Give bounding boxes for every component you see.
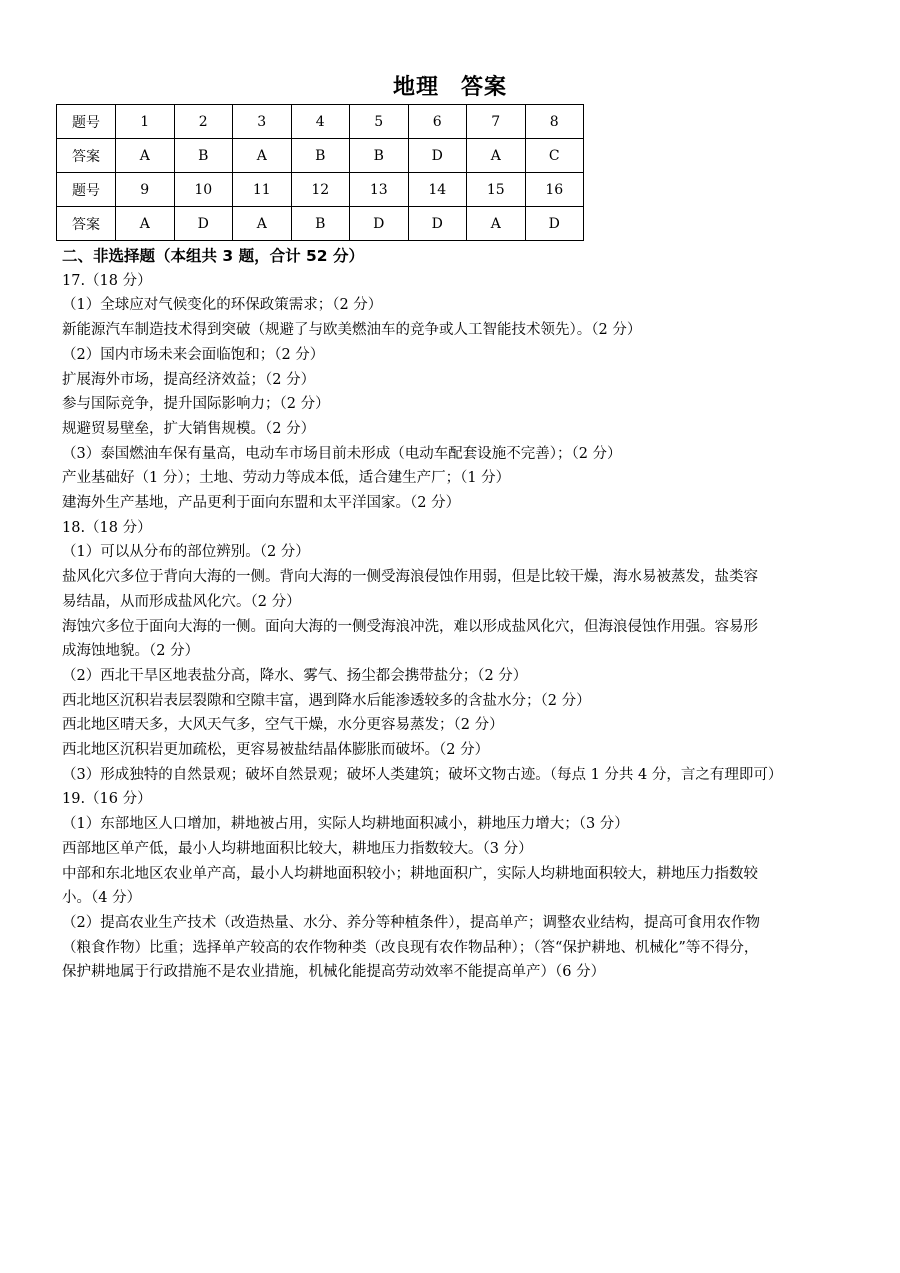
table-cell: D (350, 207, 409, 241)
table-cell: A (116, 139, 175, 173)
title-label: 答案 (461, 75, 508, 100)
table-cell: 11 (233, 173, 292, 207)
table-cell: 4 (291, 105, 350, 139)
text-line: （1）东部地区人口增加，耕地被占用，实际人均耕地面积减小，耕地压力增大；（3 分） (62, 816, 629, 833)
table-cell: A (116, 207, 175, 241)
question-18-heading: 18.（18 分） (62, 519, 152, 536)
text-line: （1）可以从分布的部位辨别。（2 分） (62, 544, 310, 561)
table-cell: D (174, 207, 233, 241)
text-line: 盐风化穴多位于背向大海的一侧。背向大海的一侧受海浪侵蚀作用弱，但是比较干燥，海水易被蒸发，盐类容 (62, 569, 758, 586)
text-line: （2）西北干旱区地表盐分高，降水、雾气、扬尘都会携带盐分；（2 分） (62, 667, 528, 684)
table-cell: A (467, 207, 526, 241)
text-line: 海蚀穴多位于面向大海的一侧。面向大海的一侧受海浪冲洗，难以形成盐风化穴，但海浪侵蚀作用强。容易形 (62, 618, 758, 635)
question-19-heading: 19.（16 分） (62, 791, 152, 808)
text-line: 西北地区晴天多，大风天气多，空气干燥，水分更容易蒸发；（2 分） (62, 717, 504, 734)
text-line: 建海外生产基地，产品更利于面向东盟和太平洋国家。（2 分） (62, 495, 461, 512)
table-cell: B (350, 139, 409, 173)
table-row (57, 105, 584, 139)
text-line: （3）泰国燃油车保有量高，电动车市场目前未形成（电动车配套设施不完善）；（2 分） (62, 445, 622, 462)
table-cell: 3 (233, 105, 292, 139)
row-header: 答案 (57, 207, 116, 241)
table-cell: 12 (291, 173, 350, 207)
text-line: 西部地区单产低，最小人均耕地面积比较大，耕地压力指数较大。（3 分） (62, 840, 533, 857)
row-header: 题号 (57, 173, 116, 207)
table-cell: 5 (350, 105, 409, 139)
text-line: （3）形成独特的自然景观；破坏自然景观；破坏人类建筑；破坏文物古迹。（每点 1 分共 4 分，言之有理即可） (62, 766, 783, 783)
text-line: （粮食作物）比重；选择单产较高的农作物种类（改良现有农作物品种）；（答“保护耕地、机械化”等不得分， (62, 939, 759, 956)
table-cell: 9 (116, 173, 175, 207)
table-cell: C (525, 139, 584, 173)
text-line: （2）提高农业生产技术（改造热量、水分、养分等种植条件），提高单产；调整农业结构，提高可食用农作物 (62, 914, 760, 931)
table-cell: 14 (408, 173, 467, 207)
table-cell: 1 (116, 105, 175, 139)
table-cell: 16 (525, 173, 584, 207)
row-header: 答案 (57, 139, 116, 173)
title-subject: 地理 (392, 75, 439, 100)
text-line: （1）全球应对气候变化的环保政策需求；（2 分） (62, 297, 383, 314)
table-cell: 13 (350, 173, 409, 207)
answer-body (62, 244, 842, 985)
table-cell: 2 (174, 105, 233, 139)
table-cell: A (467, 139, 526, 173)
text-line: 产业基础好（1 分）；土地、劳动力等成本低，适合建生产厂；（1 分） (62, 470, 511, 487)
table-cell: 10 (174, 173, 233, 207)
text-line: 参与国际竞争，提升国际影响力；（2 分） (62, 396, 330, 413)
table-cell: B (174, 139, 233, 173)
text-line: 小。（4 分） (62, 890, 142, 907)
text-line: 西北地区沉积岩更加疏松，更容易被盐结晶体膨胀而破坏。（2 分） (62, 742, 490, 759)
table-cell: 8 (525, 105, 584, 139)
text-line: 易结晶，从而形成盐风化穴。（2 分） (62, 593, 301, 610)
text-line: 保护耕地属于行政措施不是农业措施，机械化能提高劳动效率不能提高单产）（6 分） (62, 964, 606, 981)
table-cell: D (408, 207, 467, 241)
page-title (0, 70, 900, 101)
text-line: 成海蚀地貌。（2 分） (62, 643, 200, 660)
text-line: 西北地区沉积岩表层裂隙和空隙丰富，遇到降水后能渗透较多的含盐水分；（2 分） (62, 692, 591, 709)
table-cell: B (291, 139, 350, 173)
section-heading: 二、非选择题（本组共 3 题，合计 52 分） (62, 247, 364, 265)
table-row (57, 139, 584, 173)
table-cell: B (291, 207, 350, 241)
table-cell: 6 (408, 105, 467, 139)
text-line: 中部和东北地区农业单产高，最小人均耕地面积较小；耕地面积广，实际人均耕地面积较大，耕地压力指数较 (62, 865, 758, 882)
table-row (57, 207, 584, 241)
text-line: 新能源汽车制造技术得到突破（规避了与欧美燃油车的竞争或人工智能技术领先）。（2 分） (62, 322, 642, 339)
answer-table (56, 104, 584, 241)
table-cell: A (233, 207, 292, 241)
question-17-heading: 17.（18 分） (62, 272, 152, 289)
table-row (57, 173, 584, 207)
row-header: 题号 (57, 105, 116, 139)
text-line: 规避贸易壁垒，扩大销售规模。（2 分） (62, 420, 316, 437)
table-cell: 15 (467, 173, 526, 207)
table-cell: A (233, 139, 292, 173)
table-cell: D (408, 139, 467, 173)
text-line: （2）国内市场未来会面临饱和；（2 分） (62, 346, 325, 363)
text-line: 扩展海外市场，提高经济效益；（2 分） (62, 371, 316, 388)
table-cell: D (525, 207, 584, 241)
table-cell: 7 (467, 105, 526, 139)
